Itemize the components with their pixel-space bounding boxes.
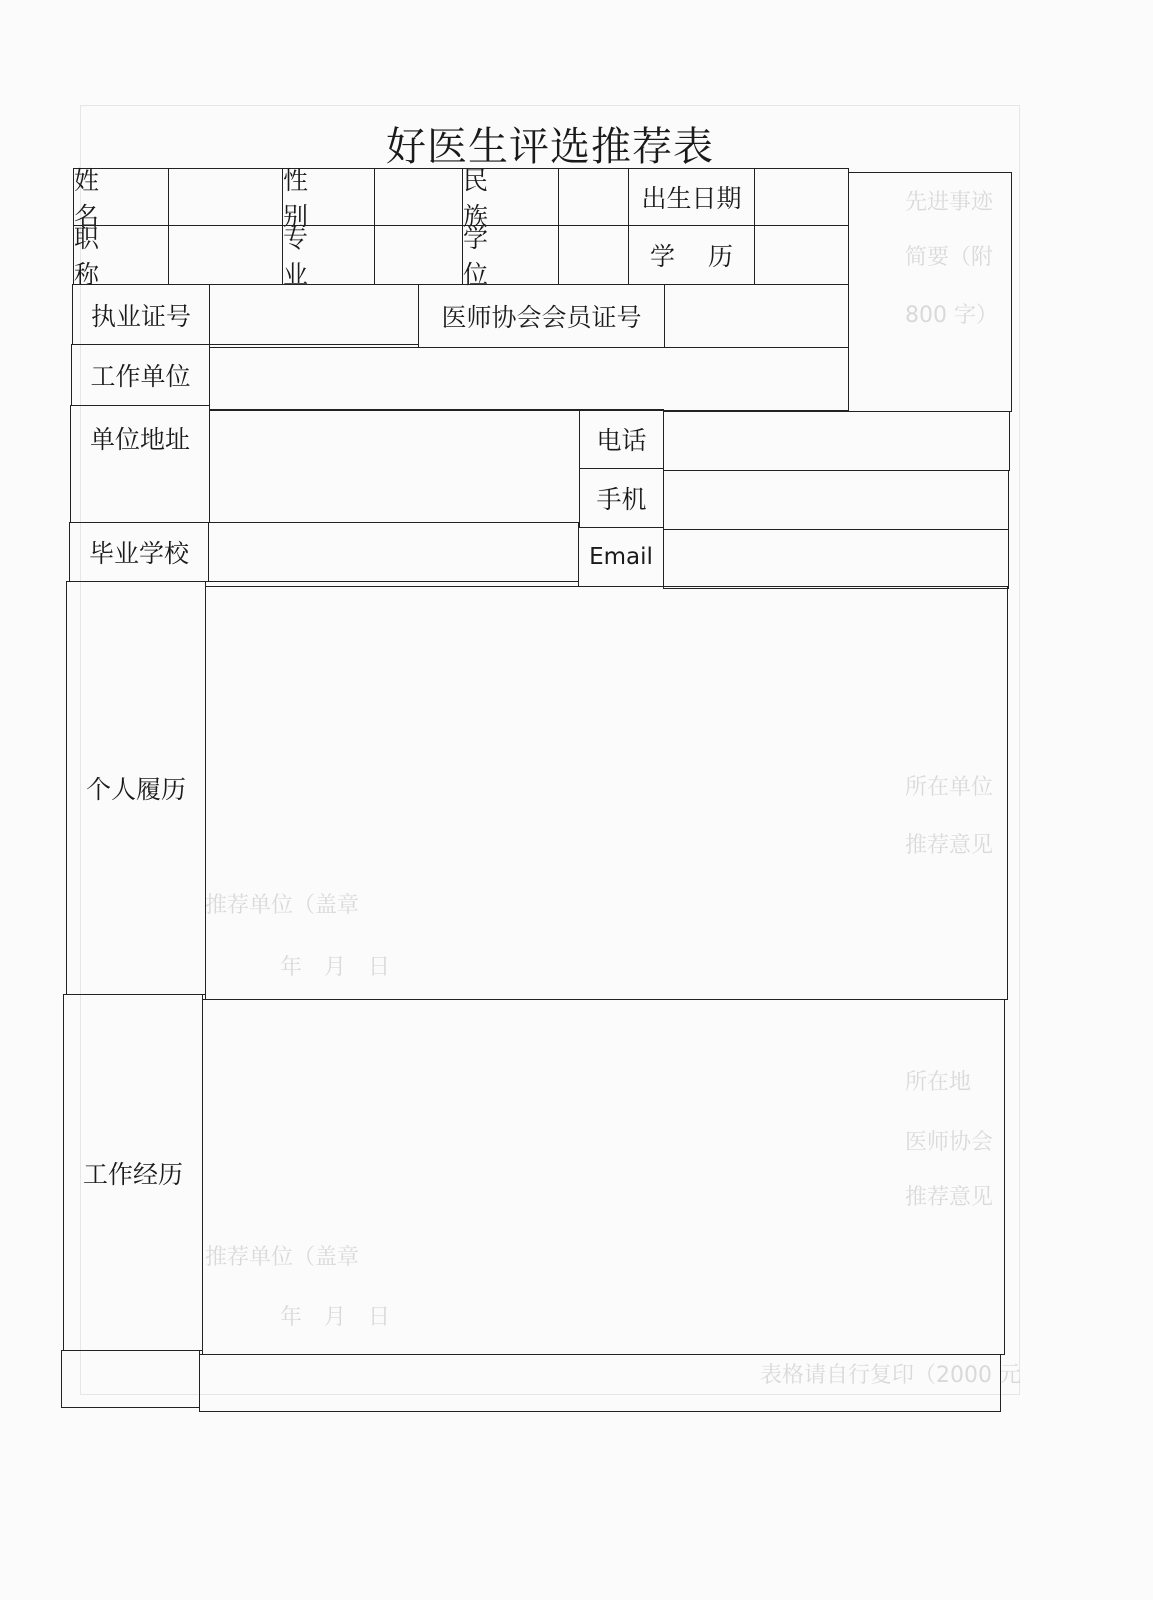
employer-label: 工作单位 [71,344,210,406]
birthdate-field[interactable] [754,168,849,226]
bleed-text: 800 字） [905,303,998,328]
association-member-field[interactable] [664,284,849,348]
bleed-text: 医师协会 [905,1130,994,1155]
license-number-label: 执业证号 [72,284,210,345]
bleed-text: 所在单位 [905,775,994,800]
bleed-text: 先进事迹 [905,190,994,215]
education-label: 学 历 [628,225,755,285]
form-title: 好医生评选推荐表 [386,124,714,170]
phone-label: 电话 [579,409,664,469]
email-label: Email [578,527,664,587]
mobile-label: 手机 [579,468,664,528]
bleed-text: 推荐意见 [905,833,994,858]
email-field[interactable] [663,529,1009,589]
degree-field[interactable] [558,225,629,285]
bleed-text: 表格请自行复印（2000 元 [760,1363,1021,1388]
bleed-text: 推荐单位（盖章 [205,1245,360,1270]
work-experience-label: 工作经历 [63,994,203,1351]
birthdate-label: 出生日期 [628,168,755,226]
phone-field[interactable] [663,411,1010,471]
license-number-field[interactable] [209,284,419,345]
gender-field[interactable] [374,168,463,226]
bleed-text: 推荐意见 [905,1185,994,1210]
gender-label: 性 别 [282,168,375,226]
school-field[interactable] [208,522,579,582]
photo-area[interactable] [848,172,1012,412]
name-label: 姓 名 [73,168,169,226]
ethnicity-field[interactable] [558,168,629,226]
resume-label: 个人履历 [66,581,206,995]
bottom-label-cell [61,1350,200,1408]
bleed-text: 简要（附 [905,245,994,270]
ethnicity-label: 民 族 [462,168,559,226]
bottom-field-cell[interactable] [199,1354,1001,1412]
major-field[interactable] [374,225,463,285]
address-label: 单位地址 [70,405,210,523]
employer-field[interactable] [209,347,849,411]
association-member-label: 医师协会会员证号 [418,284,665,348]
bleed-text: 年 月 日 [280,1305,391,1330]
name-field[interactable] [168,168,283,226]
address-field[interactable] [209,409,580,523]
work-experience-field[interactable] [202,999,1005,1355]
resume-field[interactable] [205,586,1008,1000]
major-label: 专 业 [282,225,375,285]
mobile-field[interactable] [663,470,1009,530]
bleed-text: 所在地 [905,1070,972,1095]
degree-label: 学 位 [462,225,559,285]
bleed-text: 推荐单位（盖章 [205,893,360,918]
bleed-text: 年 月 日 [280,955,391,980]
title-field[interactable] [168,225,283,285]
title-label: 职 称 [73,225,169,285]
education-field[interactable] [754,225,849,285]
school-label: 毕业学校 [69,522,209,582]
